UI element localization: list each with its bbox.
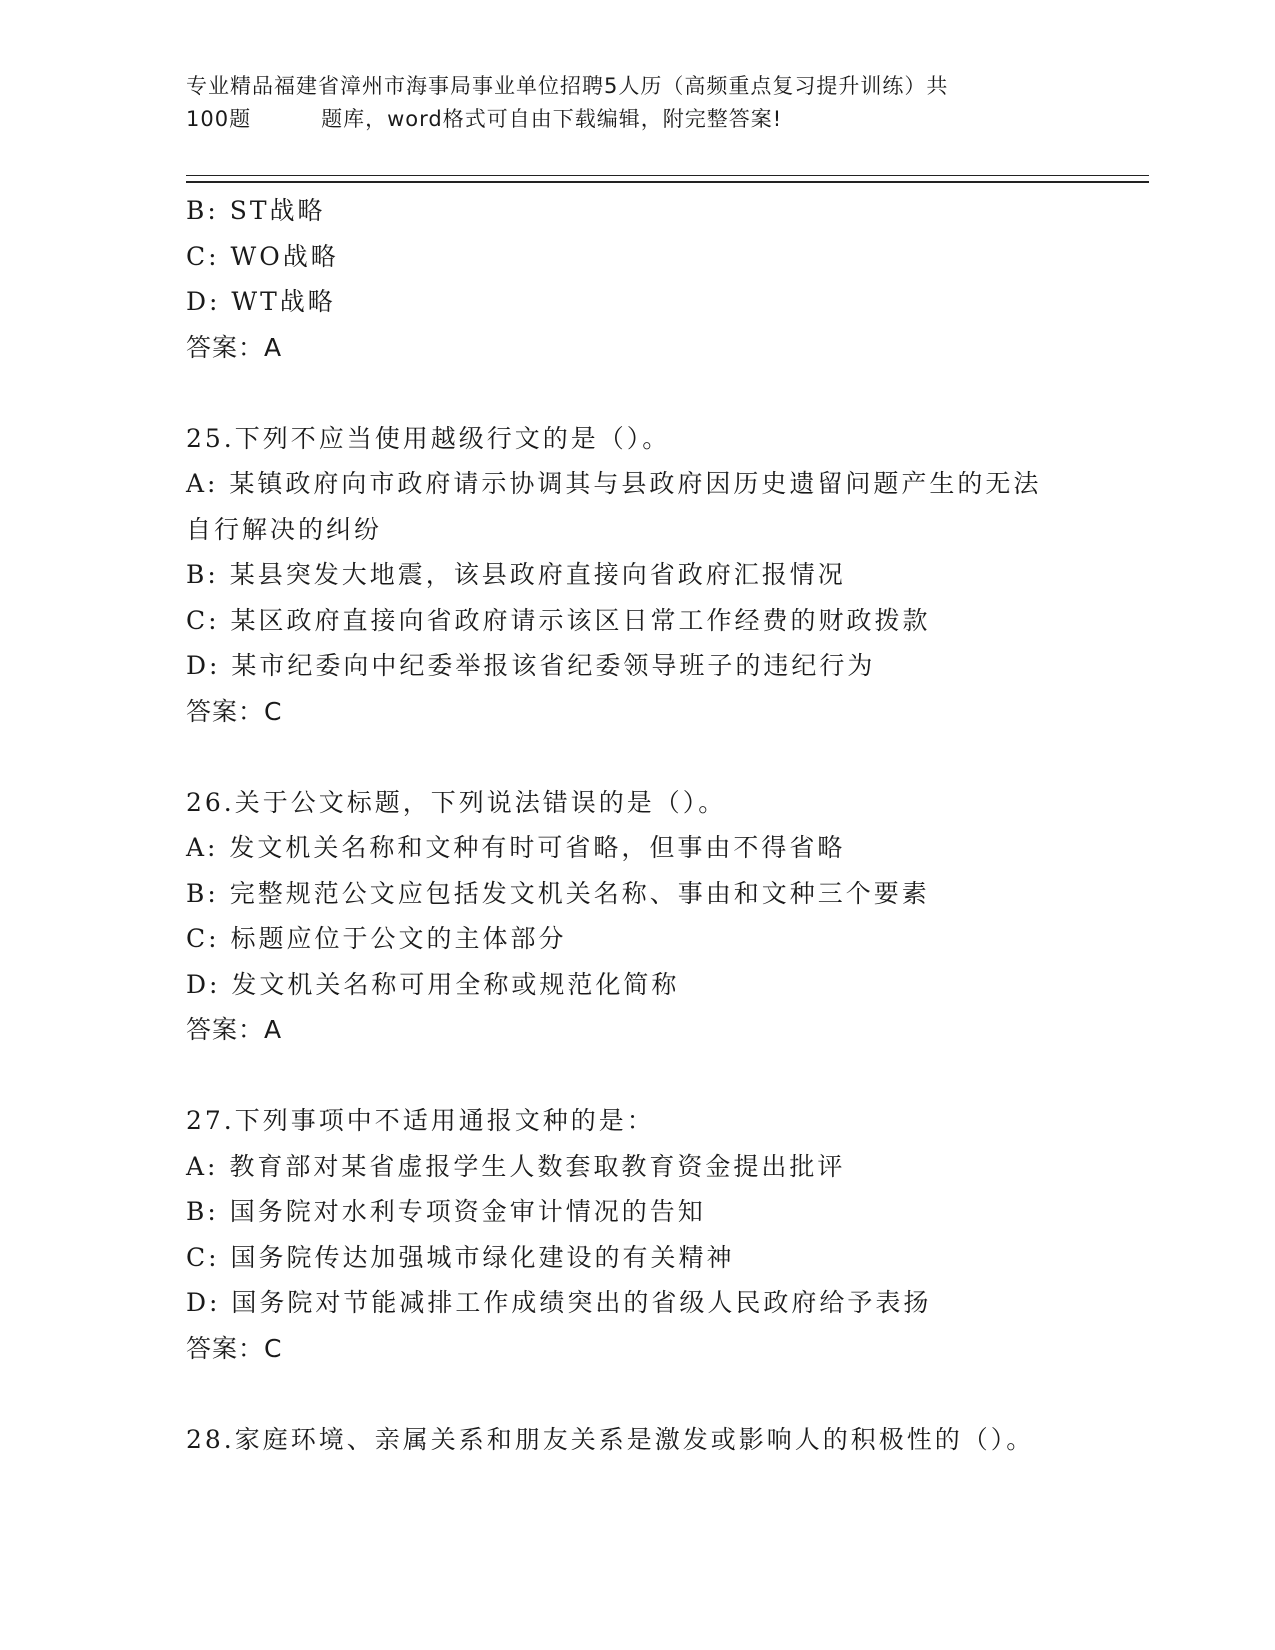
header-count: 100题 xyxy=(186,107,252,131)
header-divider-thick xyxy=(186,181,1149,183)
header-description: 题库，word格式可自由下载编辑，附完整答案! xyxy=(321,107,783,131)
question-26-option-a: A: 发文机关名称和文种有时可省略，但事由不得省略 xyxy=(186,833,846,862)
question-25-stem: 25.下列不应当使用越级行文的是（）。 xyxy=(186,423,671,453)
question-25-option-c: C: 某区政府直接向省政府请示该区日常工作经费的财政拨款 xyxy=(186,605,931,635)
question-25-option-b: B: 某县突发大地震，该县政府直接向省政府汇报情况 xyxy=(186,560,846,589)
question-27-option-d: D: 国务院对节能减排工作成绩突出的省级人民政府给予表扬 xyxy=(186,1288,932,1317)
question-list xyxy=(186,188,1086,1462)
question-25-option-a: A: 某镇政府向市政府请示协调其与县政府因历史遗留问题产生的无法 xyxy=(186,469,1042,498)
question-26-option-b: B: 完整规范公文应包括发文机关名称、事由和文种三个要素 xyxy=(186,878,930,908)
header-divider-thin xyxy=(186,175,1149,176)
option-d: D: WT战略 xyxy=(186,287,336,316)
header-line-2 xyxy=(186,103,1106,136)
option-b: B: ST战略 xyxy=(186,196,326,225)
question-26-answer: 答案：A xyxy=(186,1015,283,1044)
question-26-option-c: C: 标题应位于公文的主体部分 xyxy=(186,924,567,953)
page-header xyxy=(186,70,1106,136)
question-27-option-c: C: 国务院传达加强城市绿化建设的有关精神 xyxy=(186,1242,735,1272)
question-27-answer: 答案：C xyxy=(186,1333,283,1363)
header-line-1: 专业精品福建省漳州市海事局事业单位招聘5人历（高频重点复习提升训练）共 xyxy=(186,74,949,98)
question-25-option-a-continued: 自行解决的纠纷 xyxy=(186,514,383,544)
answer-label: 答案：A xyxy=(186,332,283,362)
question-28-stem: 28.家庭环境、亲属关系和朋友关系是激发或影响人的积极性的（）。 xyxy=(186,1424,1035,1454)
question-27-option-b: B: 国务院对水利专项资金审计情况的告知 xyxy=(186,1197,706,1226)
question-26-stem: 26.关于公文标题，下列说法错误的是（）。 xyxy=(186,787,727,817)
question-25-answer: 答案：C xyxy=(186,696,283,726)
question-27-stem: 27.下列事项中不适用通报文种的是： xyxy=(186,1106,655,1135)
option-c: C: WO战略 xyxy=(186,241,339,271)
question-26-option-d: D: 发文机关名称可用全称或规范化简称 xyxy=(186,969,680,999)
question-25-option-d: D: 某市纪委向中纪委举报该省纪委领导班子的违纪行为 xyxy=(186,651,876,680)
question-27-option-a: A: 教育部对某省虚报学生人数套取教育资金提出批评 xyxy=(186,1151,846,1181)
